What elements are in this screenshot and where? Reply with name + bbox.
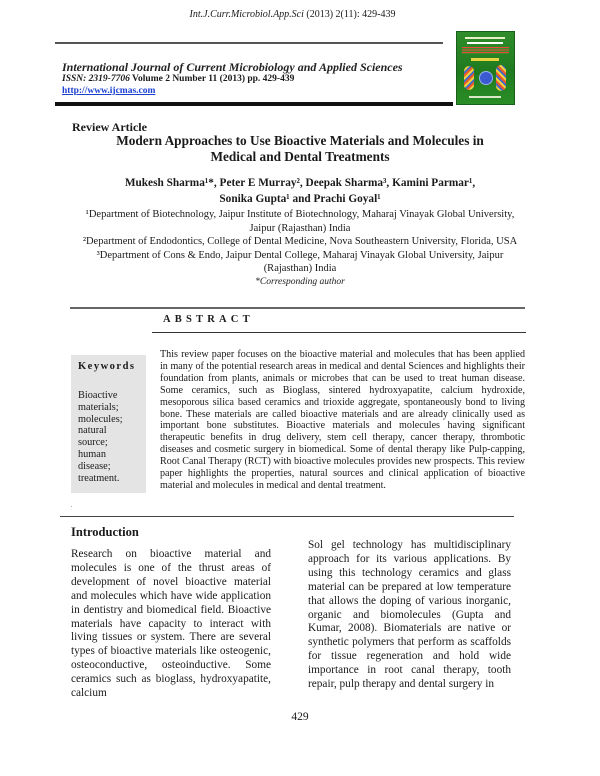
- issn-label: ISSN: 2319-7706: [62, 74, 130, 84]
- running-head: [150, 9, 435, 20]
- introduction-rule: [60, 516, 514, 517]
- microbe-icon: [479, 71, 493, 85]
- keyword-item: natural: [78, 425, 107, 437]
- dna-helix-icon: [496, 65, 506, 91]
- section-rule: [70, 307, 525, 309]
- abstract-body: This review paper focuses on the bioactive material and molecules that has been applied in many of the potential research areas in medical and dental Sciences and highlights their foundation from plants, animals or microbes that can be used to treat human disease. Some ceramics, such as Bioglass, sintered hydroxyapatite, calcium hydroxide, mesoporous silica based ceramics and trioxide aggregate, spontaneously bond to living bone. These materials are called bioactive materials and are already clinically used as important bone substitutes. Bioactive materials and molecules having significant therapeutic benefits in drug delivery, stem cell therapy, cancer therapy, thrombotic diseases and cosmetic surgery in biomedical. Some of dental therapy like Pulp-capping, Root Canal Therapy (RCT) with bioactive molecules provides new prospects. This review paper highlights the properties, natural sources and clinical application of bioactive material and molecules in medical and dental treatment.: [160, 349, 525, 491]
- authors-line: Mukesh Sharma¹*, Peter E Murray², Deepak Sharma³, Kamini Parmar¹,: [124, 177, 476, 189]
- header-rule: [55, 42, 443, 44]
- journal-name: International Journal of Current Microbiology and Applied Sciences: [62, 60, 403, 74]
- keyword-item: source;: [78, 437, 108, 449]
- cover-title-stripes: [462, 47, 509, 54]
- article-title: Modern Approaches to Use Bioactive Materials and Molecules in Medical and Dental Treatments: [116, 133, 484, 164]
- journal-cover-image: [456, 31, 515, 105]
- running-head-citation: (2013) 2(11): 429-439: [303, 9, 396, 20]
- keywords-list: [78, 390, 146, 484]
- affiliations: [80, 208, 520, 290]
- stray-mark: [71, 506, 72, 507]
- journal-url-link[interactable]: http://www.ijcmas.com: [62, 86, 156, 96]
- abstract-heading: ABSTRACT: [163, 314, 254, 325]
- keywords-heading: Keywords: [78, 361, 136, 372]
- cover-subtitle-bar: [471, 58, 499, 61]
- introduction-right-column: Sol gel technology has multidisciplinary approach for its various applications. By using this technology ceramics and glass material can be prepared at low temperature that allows the doping of various inorganic, organic and biomolecules (Gupta and Kumar, 2008). Biomaterials are native or synthetic polymers that perform as scaffolds for tissue regeneration and hold wide importance in root canal therapy, tooth repair, pulp therapy and dental surgery in: [308, 539, 511, 691]
- affiliation: ³Department of Cons & Endo, Jaipur Dental College, Maharaj Vinayak Global University, Jaipur (Rajasthan) India: [96, 249, 504, 275]
- affiliation: ¹Department of Biotechnology, Jaipur Institute of Biotechnology, Maharaj Vinayak Global University, Jaipur (Rajasthan) India: [85, 209, 515, 234]
- keyword-item: Bioactive: [78, 390, 118, 401]
- keyword-item: treatment.: [78, 472, 120, 484]
- cover-title-bar: [465, 37, 505, 39]
- abstract-rule: [152, 332, 526, 333]
- keyword-item: molecules;: [78, 413, 123, 425]
- page-number: 429: [291, 711, 309, 723]
- cover-footer-bar: [469, 96, 501, 98]
- authors-line: Sonika Gupta¹ and Prachi Goyal¹: [219, 193, 381, 205]
- issn-volume: Volume 2 Number 11 (2013) pp. 429-439: [129, 74, 295, 84]
- running-head-journal: Int.J.Curr.Microbiol.App.Sci: [189, 9, 304, 20]
- introduction-left-column: Research on bioactive material and molecules is one of the thrust areas of development of novel bioactive material and molecules which have wide application in dentistry and biomedical field. Bioactive materials have capacity to interact with living tissues or system. There are several types of bioactive materials like osteogenic, osteoconductive, osteoinductive. Some ceramics such as bioglass, hydroxyapatite, calcium: [71, 548, 271, 700]
- article-type: Review Article: [72, 120, 147, 134]
- cover-title-bar: [467, 42, 503, 44]
- keyword-item: materials;: [78, 401, 119, 413]
- authors: [100, 175, 500, 207]
- keyword-item: human: [78, 448, 107, 460]
- header-thick-rule: [55, 102, 453, 106]
- dna-helix-icon: [464, 66, 474, 90]
- introduction-heading: Introduction: [71, 525, 139, 539]
- corresponding-author-note: *Corresponding author: [255, 276, 345, 287]
- keyword-item: disease;: [78, 460, 111, 472]
- issn-line: [62, 74, 294, 84]
- affiliation: ²Department of Endodontics, College of Dental Medicine, Nova Southeastern University, Florida, USA: [82, 236, 518, 248]
